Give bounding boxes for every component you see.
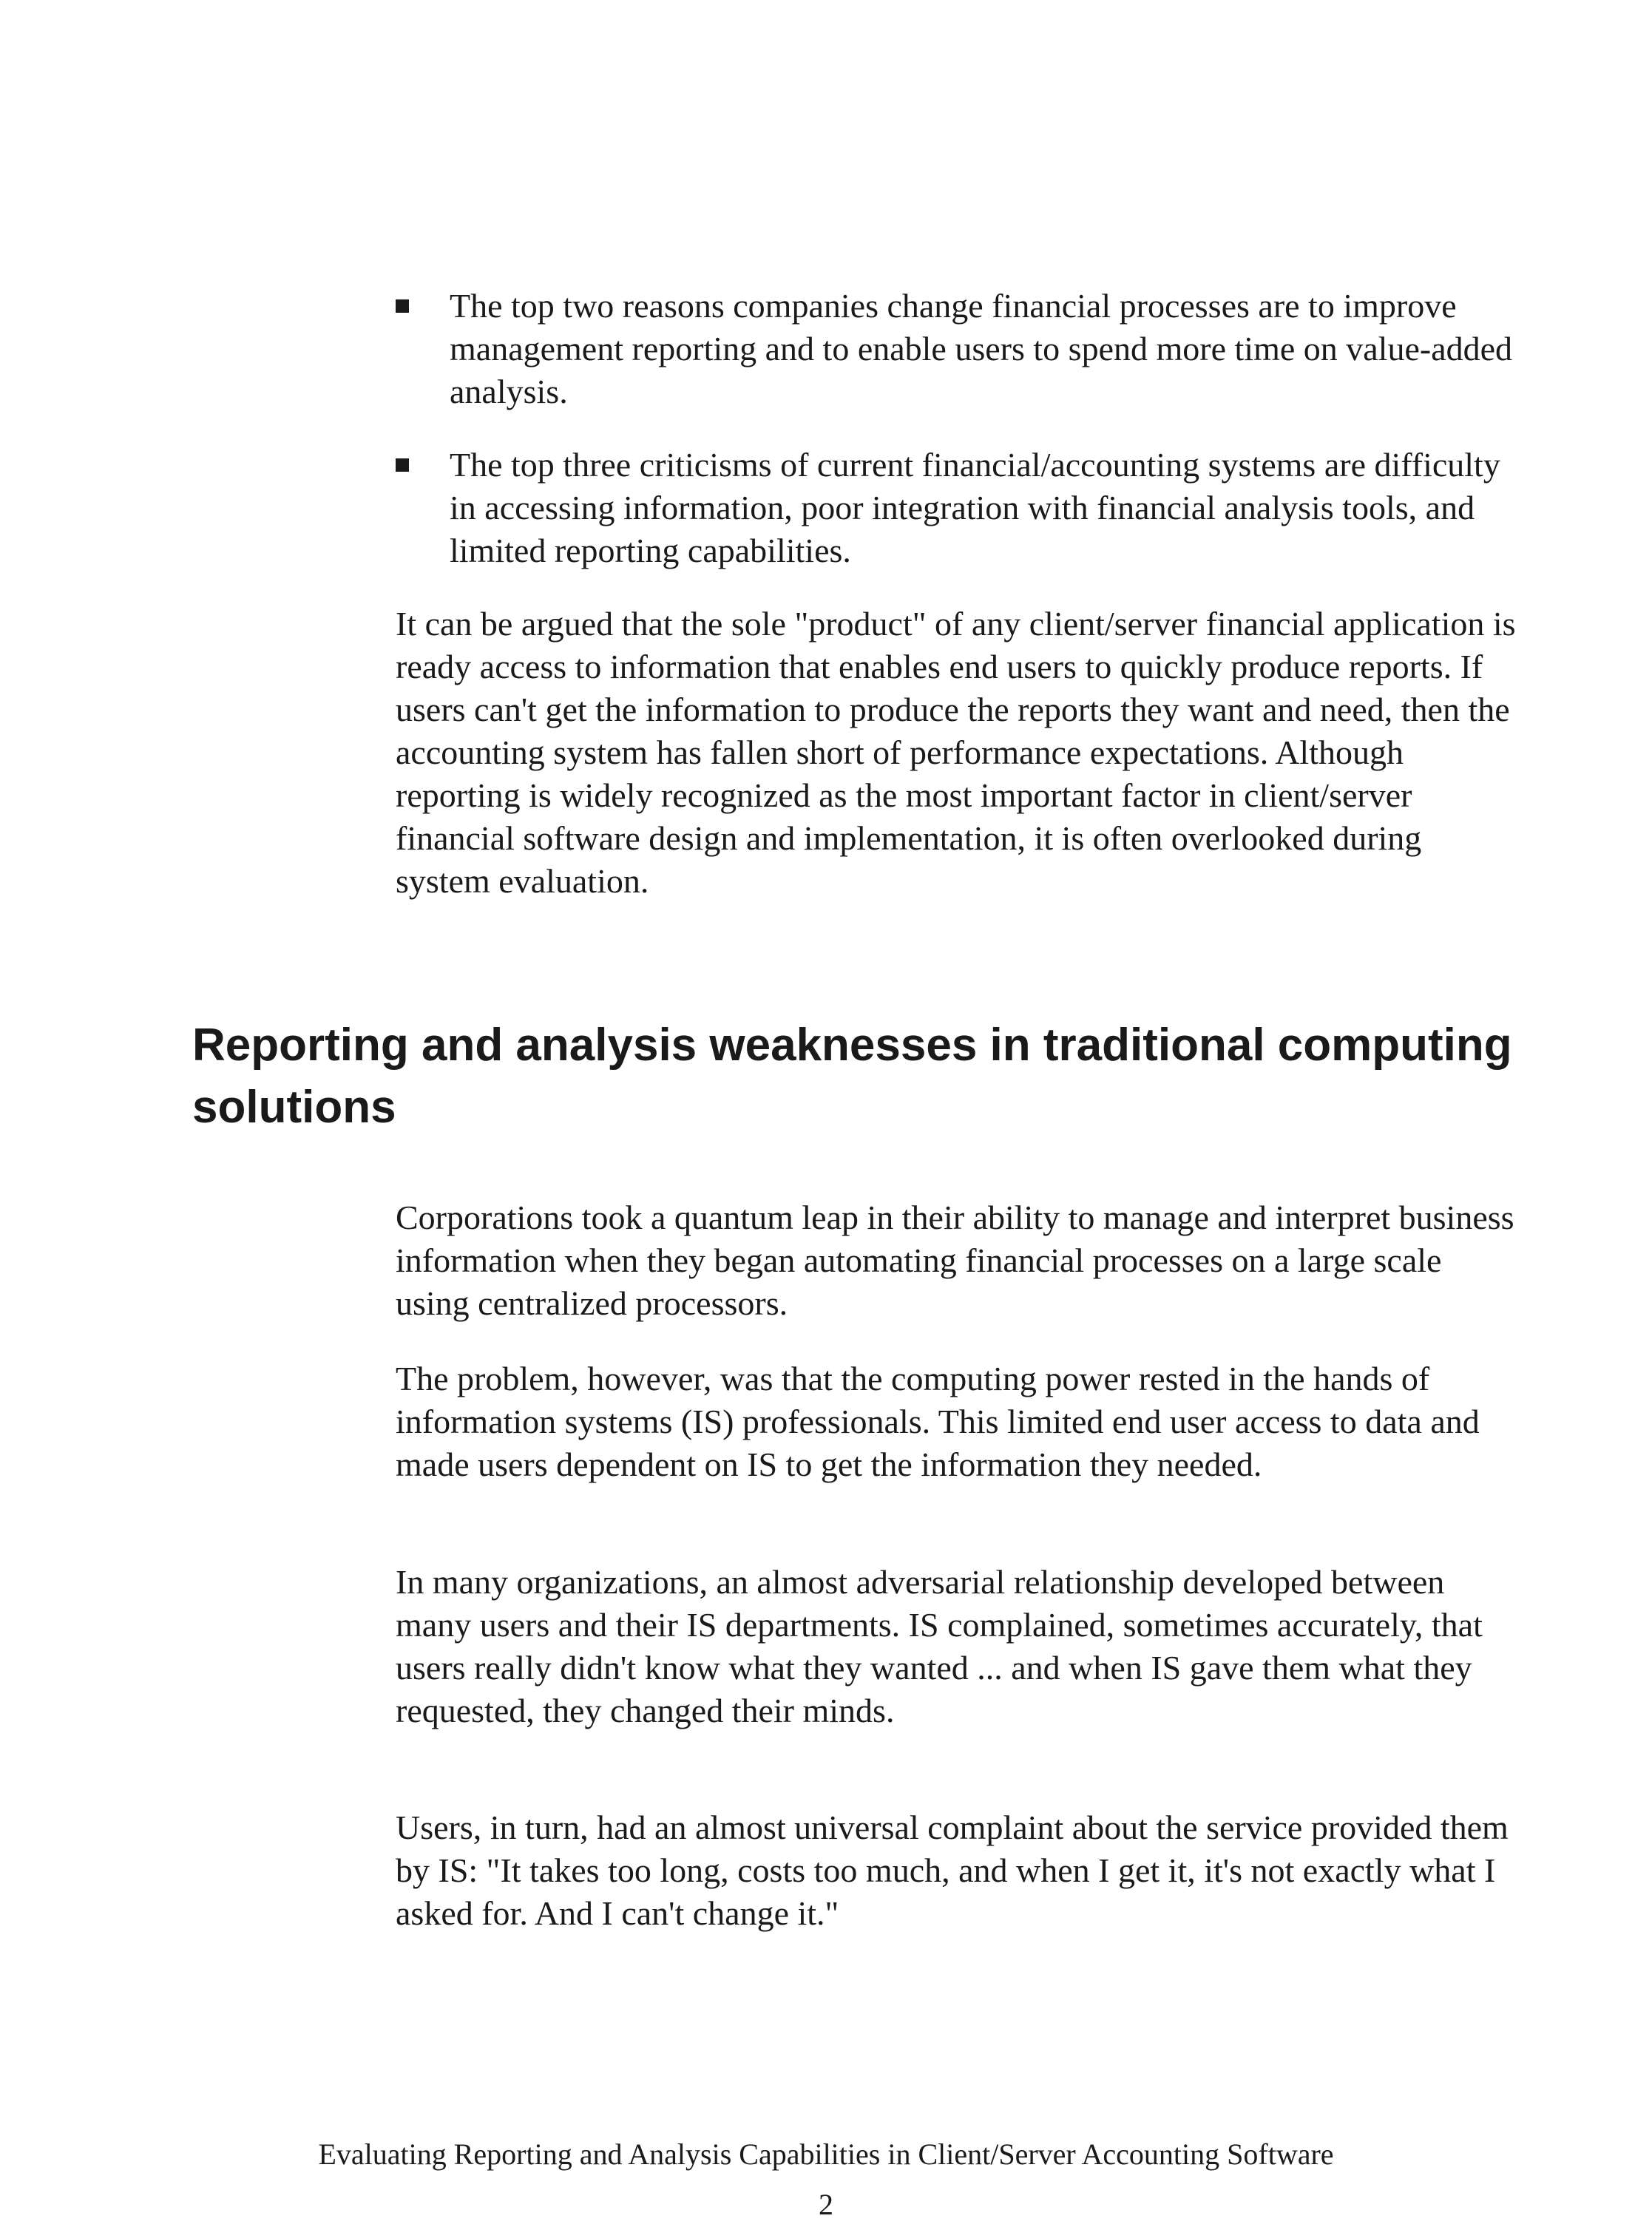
bullet-text: The top two reasons companies change financial processes are to improve management reporting and to enable users to spend more time on value-added analysis.: [450, 287, 1513, 410]
intro-paragraph: It can be argued that the sole "product" of any client/server financial application is ready access to information that enables end users to quickly produce reports. If users can't get the information to produce the reports they want and need, then the accounting system has fallen short of performance expectations. Although reporting is widely recognized as the most important factor in client/server financial software design and implementation, it is often overlooked during system evaluation.: [396, 605, 1516, 900]
section-paragraph: Users, in turn, had an almost universal complaint about the service provided them by IS: "It takes too long, costs too much, and when I get it, it's not exactly what I asked for. And I can't change it.": [396, 1809, 1509, 1932]
page-number: 2: [819, 2188, 833, 2221]
footer-title: Evaluating Reporting and Analysis Capabilities in Client/Server Accounting Software: [318, 2138, 1334, 2171]
bullet-text: The top three criticisms of current financial/accounting systems are difficulty in accessing information, poor integration with financial analysis tools, and limited reporting capabilities.: [450, 446, 1500, 569]
bullet-list: [396, 285, 1520, 603]
square-bullet-icon: [396, 458, 409, 472]
section-paragraph: In many organizations, an almost adversarial relationship developed between many users and their IS departments. IS complained, sometimes accurately, that users really didn't know what they wanted ... and when IS gave them what they requested, they changed their minds.: [396, 1563, 1483, 1729]
section-paragraph: Corporations took a quantum leap in their ability to manage and interpret business information when they began automating financial processes on a large scale using centralized processors.: [396, 1199, 1514, 1322]
square-bullet-icon: [396, 299, 409, 313]
bullet-item: [396, 444, 1520, 572]
section-heading: Reporting and analysis weaknesses in traditional computing solutions: [192, 1020, 1512, 1133]
bullet-item: [396, 285, 1520, 413]
section-paragraph: The problem, however, was that the computing power rested in the hands of information systems (IS) professionals. This limited end user access to data and made users dependent on IS to get the information they needed.: [396, 1360, 1480, 1483]
